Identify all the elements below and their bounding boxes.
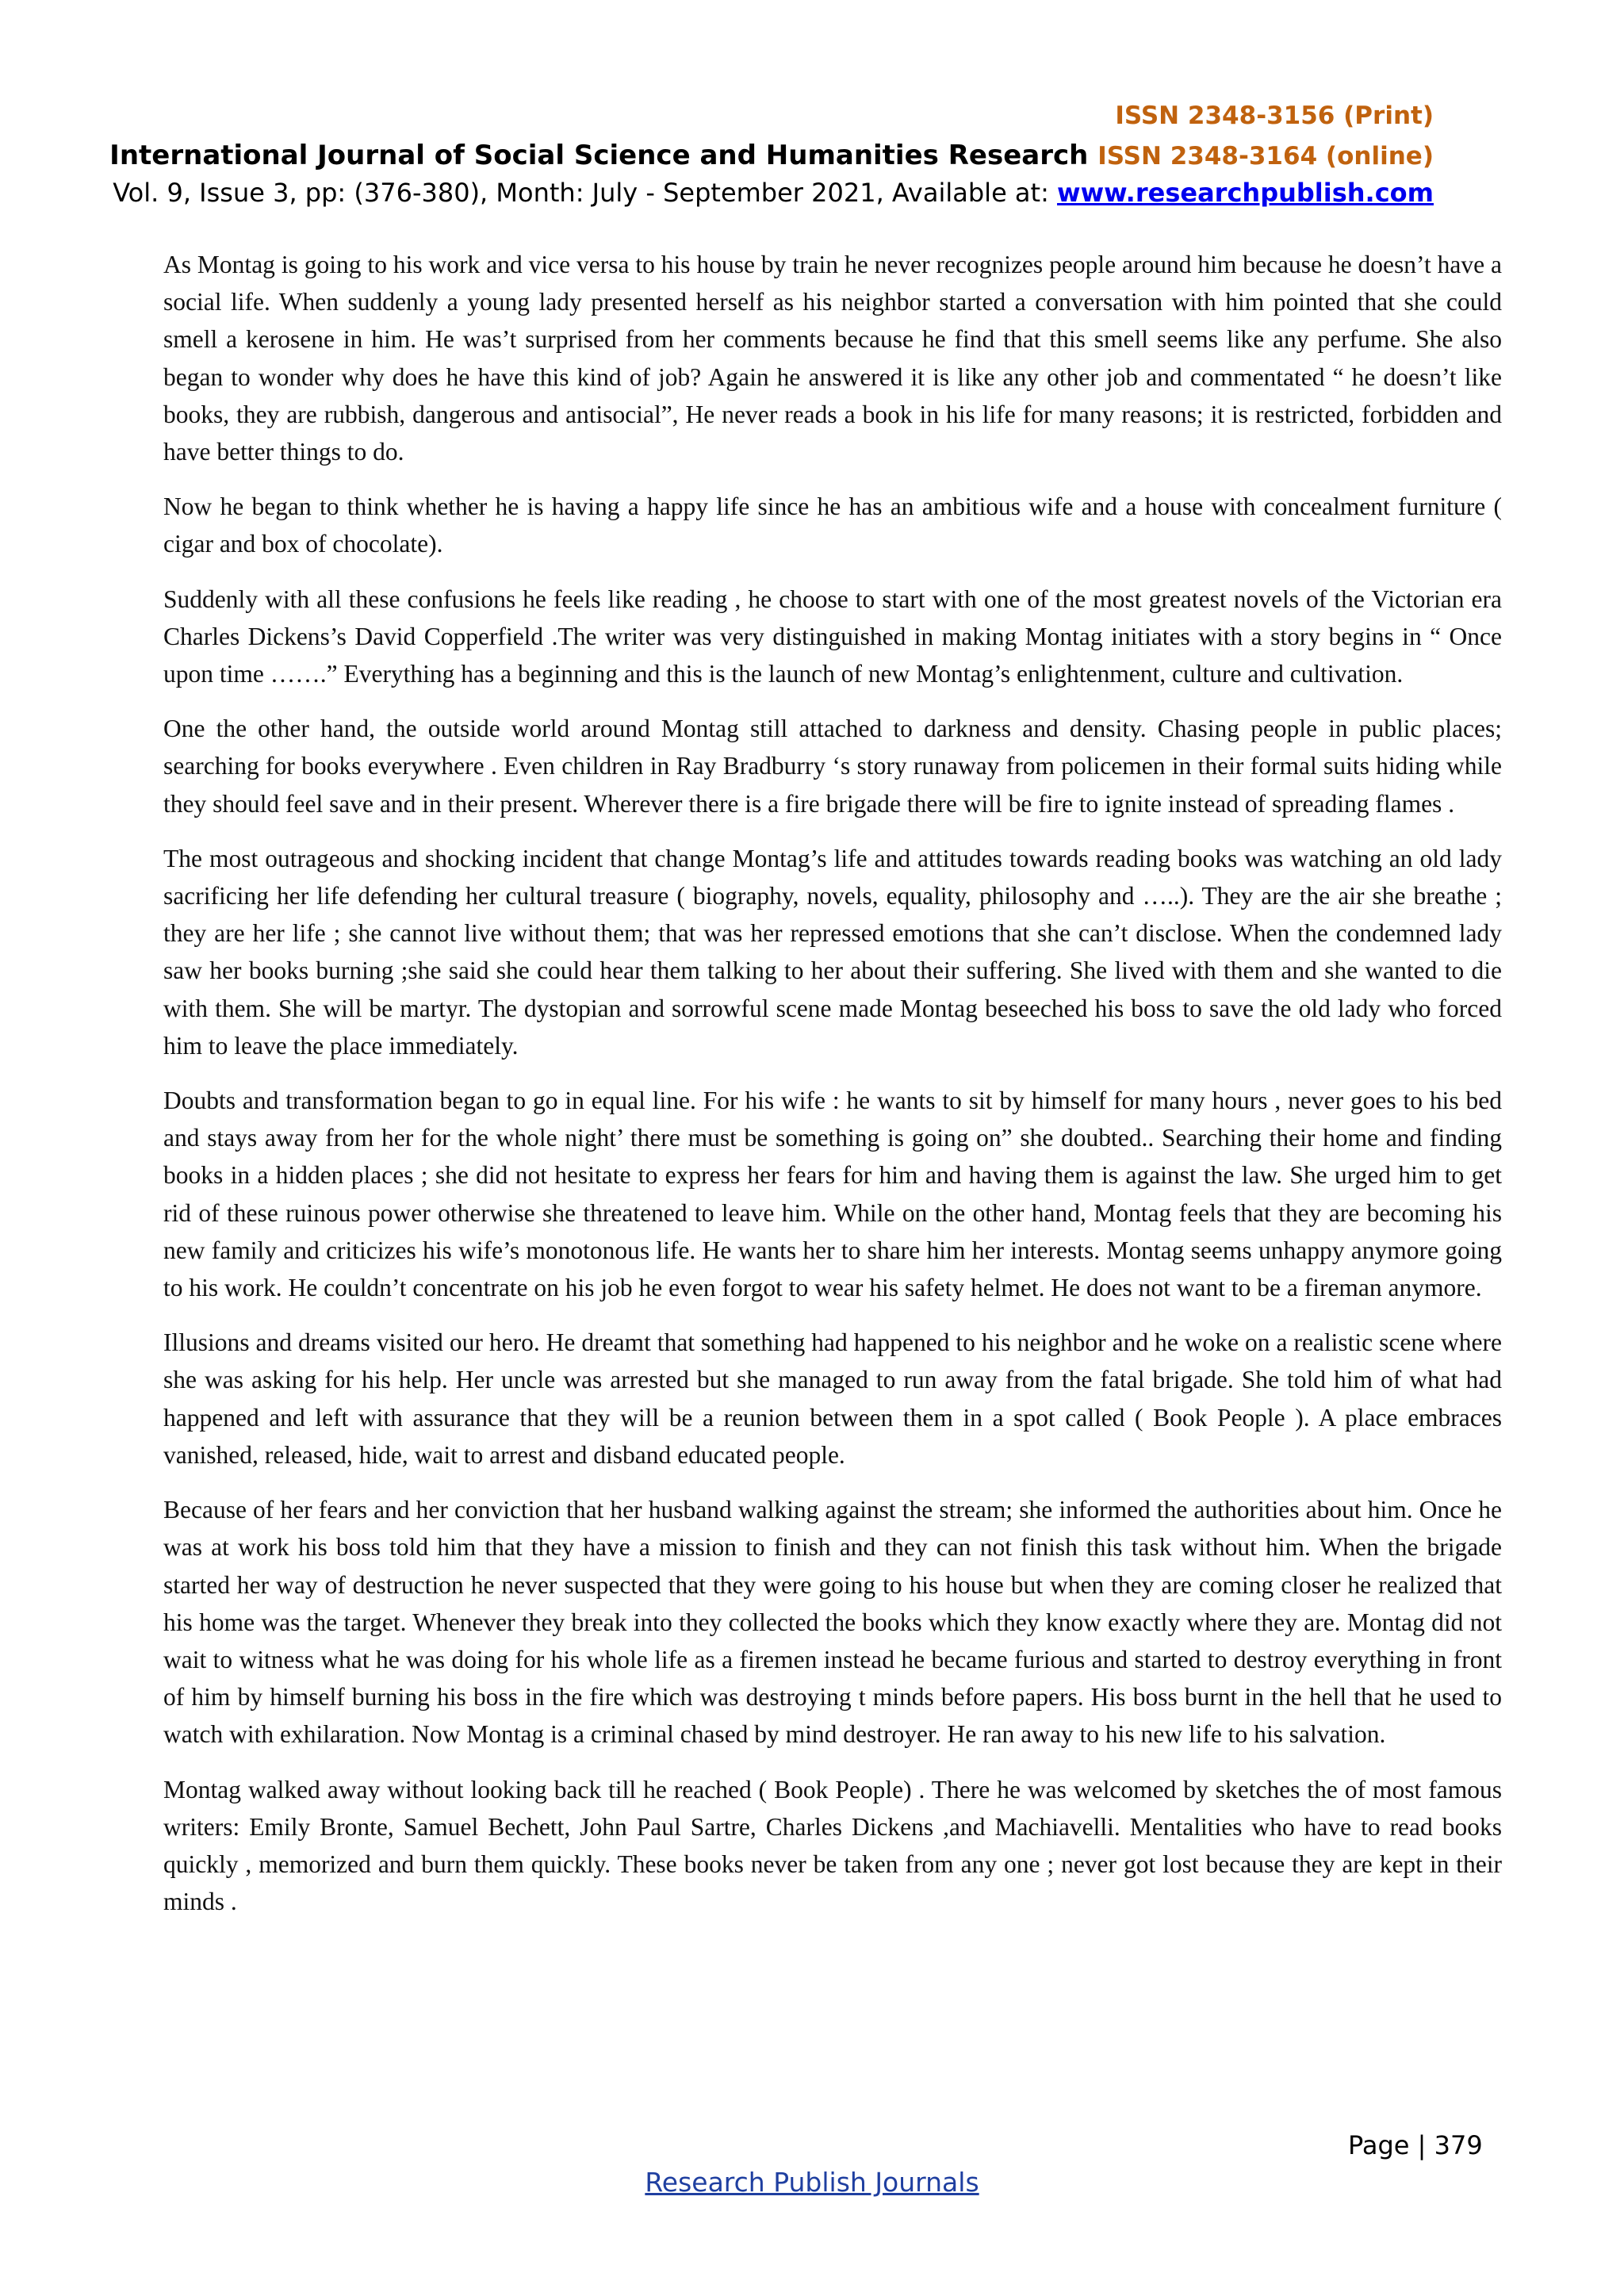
issn-print: ISSN 2348-3156 (Print) [1115,102,1434,130]
journal-title: International Journal of Social Science and Humanities Research [109,140,1089,171]
paragraph: Montag walked away without looking back till he reached ( Book People) . There he was welcomed by sketches the of most famous writers: Emily Bronte, Samuel Bechett, John Paul Sartre, Charles Dickens ,and Machiavelli. Mentalities who have to read books quickly , memorized and burn them quickly. These books never be taken from any one ; never got lost because they are kept in their minds . [163,1775,1502,1916]
paragraph: Suddenly with all these confusions he feels like reading , he choose to start with one of the most greatest novels of the Victorian era Charles Dickens’s David Copperfield .The writer was very distinguished in making Montag initiates with a story begins in “ Once upon time …….” Everything has a beginning and this is the launch of new Montag’s enlightenment, culture and cultivation. [163,585,1502,688]
volume-info-line [0,178,1434,208]
volume-info: Vol. 9, Issue 3, pp: (376-380), Month: July - September 2021, Available at: [113,178,1058,208]
journal-header [0,140,1434,171]
paragraph: As Montag is going to his work and vice versa to his house by train he never recognizes people around him because he doesn’t have a social life. When suddenly a young lady presented herself as his neighbor started a conversation with him pointed that she could smell a kerosene in him. He was’t surprised from her comments because he find that this smell seems like any perfume. She also began to wonder why does he have this kind of job? Again he answered it is like any other job and commentated “ he doesn’t like books, they are rubbish, dangerous and antisocial”, He never reads a book in his life for many reasons; it is restricted, forbidden and have better things to do. [163,251,1502,466]
paragraph: Now he began to think whether he is having a happy life since he has an ambitious wife and a house with concealment furniture ( cigar and box of chocolate). [163,493,1502,558]
paragraph: One the other hand, the outside world around Montag still attached to darkness and density. Chasing people in public places; searching for books everywhere . Even children in Ray Bradburry ‘s story runaway from policemen in their formal suits hiding while they should feel save and in their present. Wherever there is a fire brigade there will be fire to ignite instead of spreading flames . [163,715,1502,818]
paragraph: Illusions and dreams visited our hero. He dreamt that something had happened to his neighbor and he woke on a realistic scene where she was asking for his help. Her uncle was arrested but she managed to run away from the fatal brigade. She told him of what had happened and left with assurance that they will be a reunion between them in a spot called ( Book People ). A place embraces vanished, released, hide, wait to arrest and disband educated people. [163,1328,1502,1469]
page-number: Page | 379 [1348,2130,1483,2160]
issn-online: ISSN 2348-3164 (online) [1097,142,1434,171]
paragraph: Doubts and transformation began to go in equal line. For his wife : he wants to sit by himself for many hours , never goes to his bed and stays away from her for the whole night’ there must be something is going on” she doubted.. Searching their home and finding books in a hidden places ; she did not hesitate to express her fears for him and having them is against the law. She urged him to get rid of these ruinous power otherwise she threatened to leave him. While on the other hand, Montag feels that they are becoming his new family and criticizes his wife’s monotonous life. He wants her to share him her interests. Montag seems unhappy anymore going to his work. He couldn’t concentrate on his job he even forgot to wear his safety helmet. He does not want to be a fireman anymore. [163,1087,1502,1302]
article-body [163,246,1502,1938]
publisher-footer-link[interactable]: Research Publish Journals [645,2167,979,2198]
paragraph: Because of her fears and her conviction that her husband walking against the stream; she informed the authorities about him. Once he was at work his boss told him that they have a mission to finish and they can not finish this task without him. When the brigade started her way of destruction he never suspected that they were going to his house but when they are coming closer he realized that his home was the target. Whenever they break into they collected the books which they know exactly where they are. Montag did not wait to witness what he was doing for his whole life as a firemen instead he became furious and started to destroy everything in front of him by himself burning his boss in the fire which was destroying t minds before papers. His boss burnt in the hell that he used to watch with exhilaration. Now Montag is a criminal chased by mind destroyer. He ran away to his new life to his salvation. [163,1496,1502,1749]
website-link[interactable]: www.researchpublish.com [1057,178,1434,208]
paragraph: The most outrageous and shocking incident that change Montag’s life and attitudes towards reading books was watching an old lady sacrificing her life defending her cultural treasure ( biography, novels, equality, philosophy and …..). They are the air she breathe ; they are her life ; she cannot live without them; that was her repressed emotions that she can’t disclose. When the condemned lady saw her books burning ;she said she could hear them talking to her about their suffering. She lived with them and she wanted to die with them. She will be martyr. The dystopian and sorrowful scene made Montag beseeched his boss to save the old lady who forced him to leave the place immediately. [163,844,1502,1060]
